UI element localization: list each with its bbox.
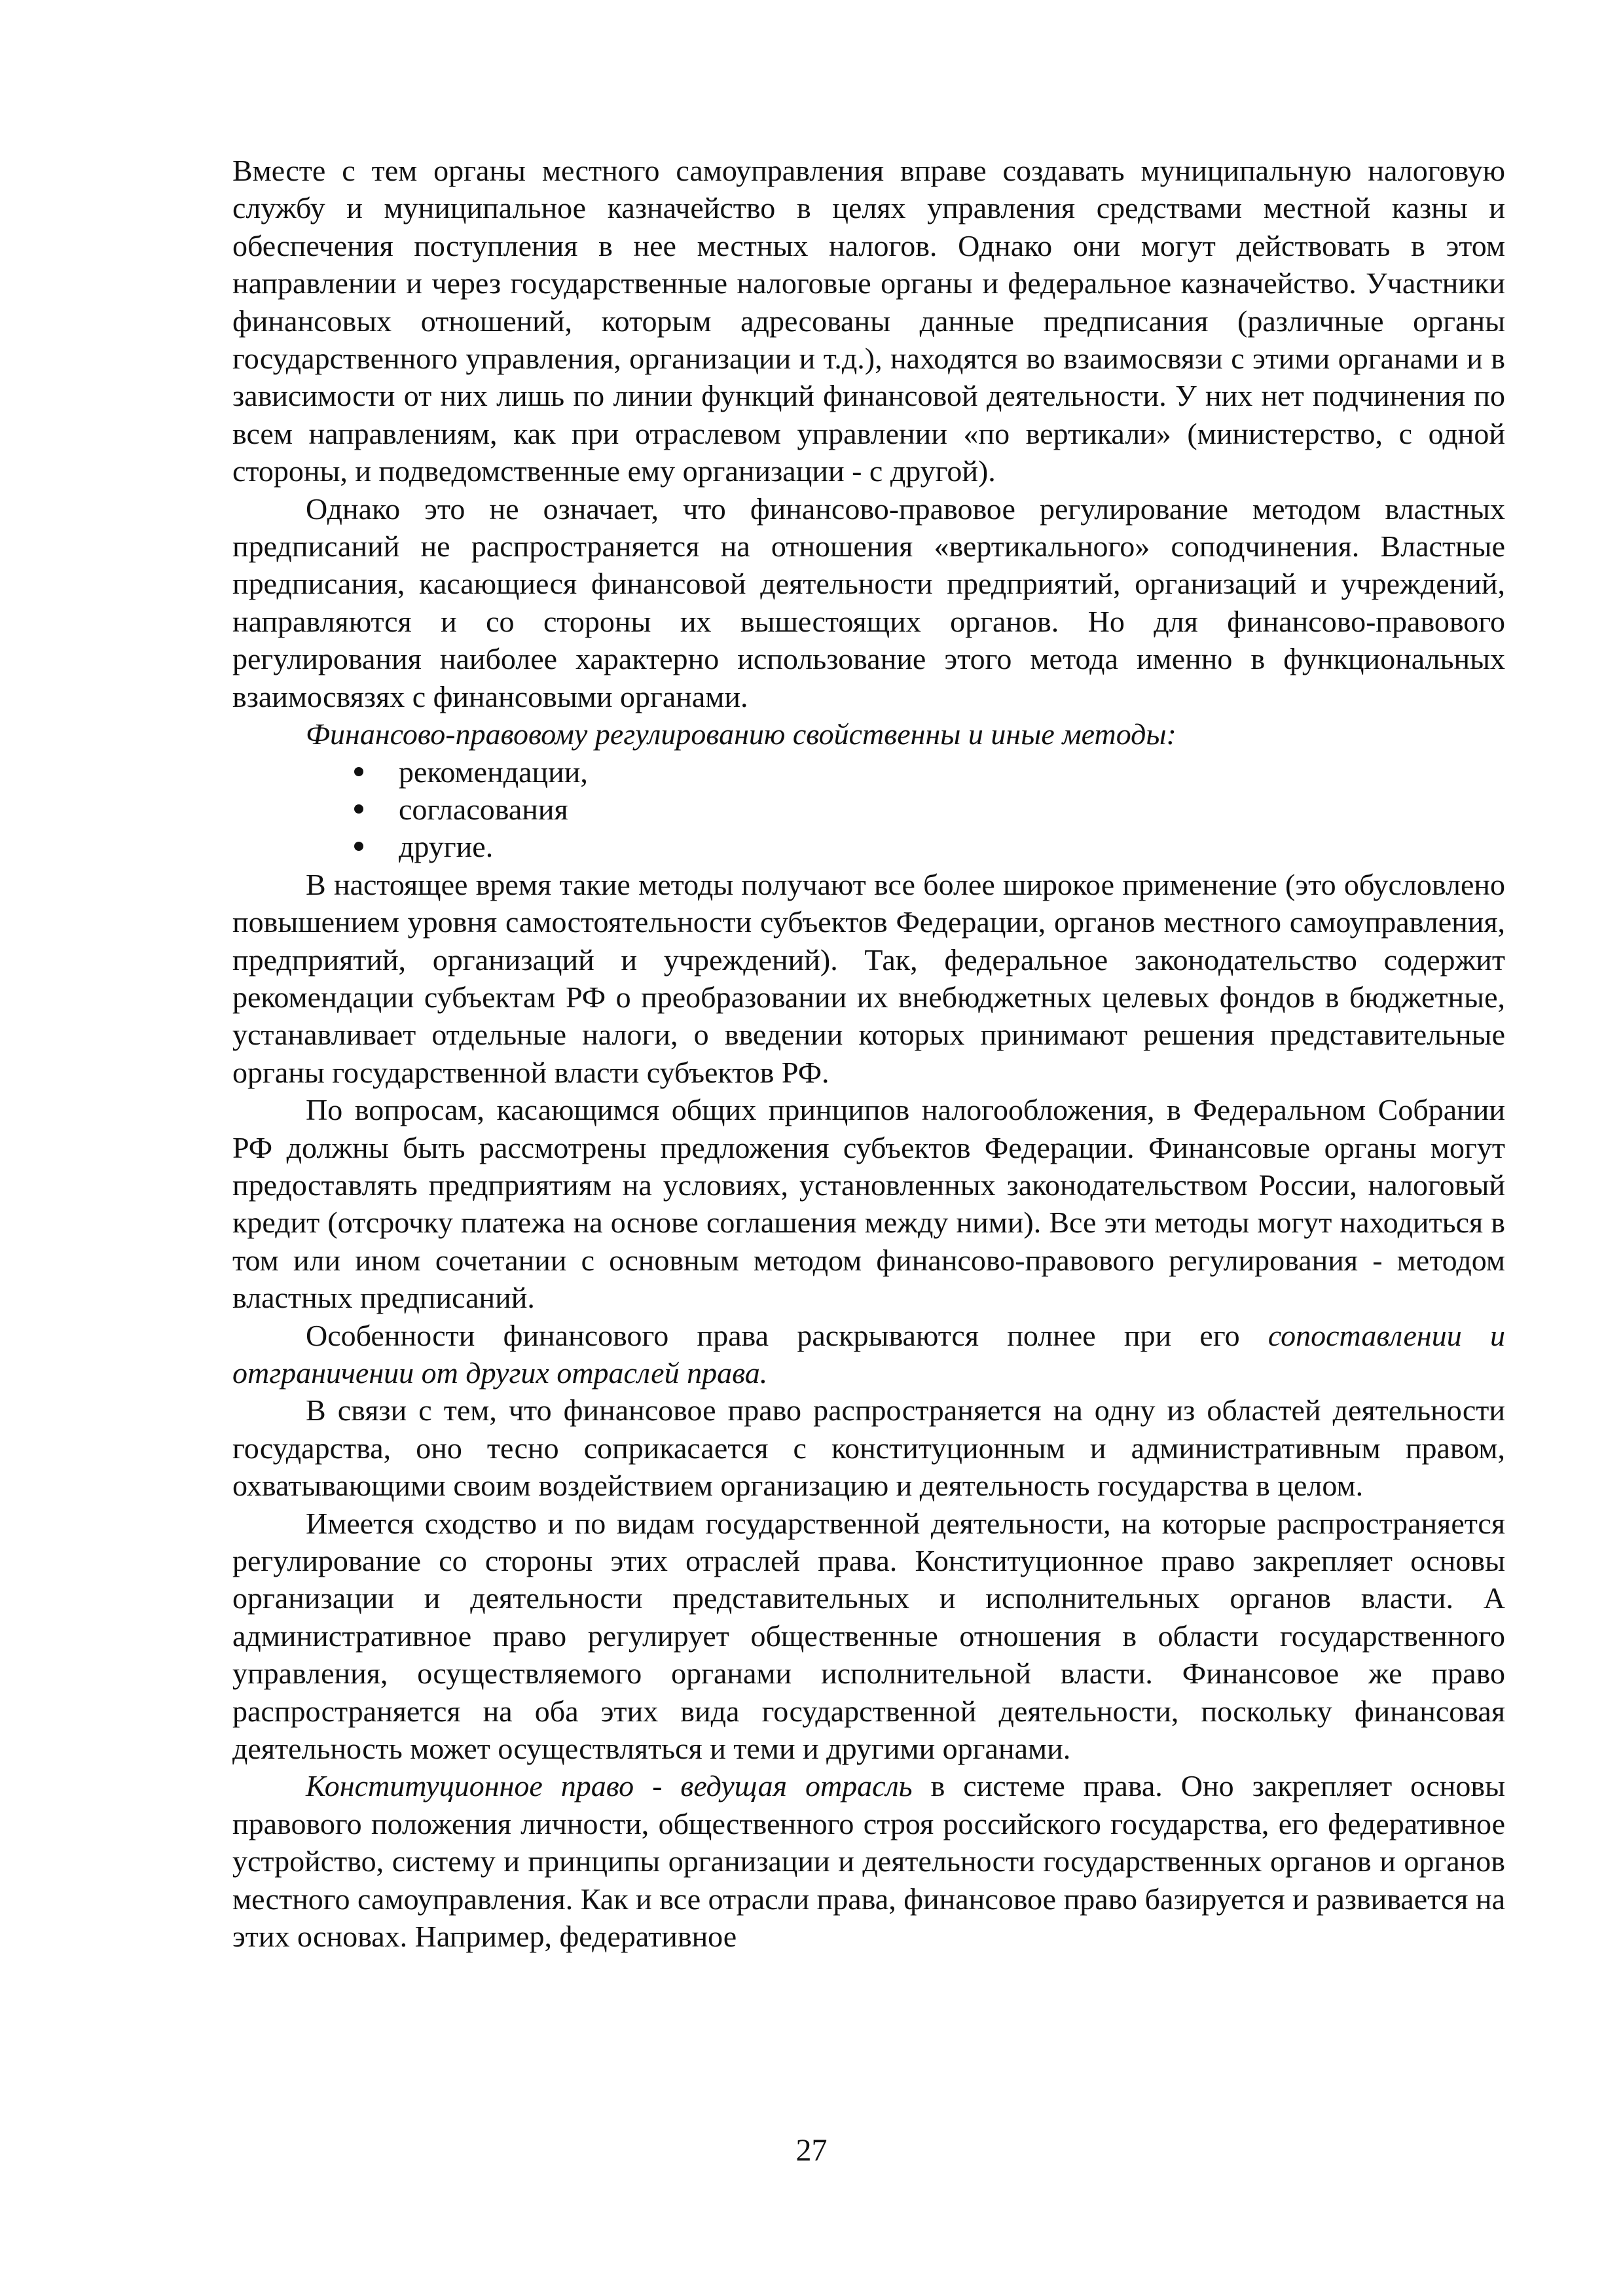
- bullet-icon: [354, 842, 363, 851]
- paragraph-4: По вопросам, касающимся общих принципов налогообложения, в Федеральном Собрании РФ должны быть рассмотрены предложения субъектов Федерации. Финансовые органы могут предоставлять предприятиям на условиях, установленных законодательством России, налоговый кредит (отсрочку платежа на основе соглашения между ними). Все эти методы могут находиться в том или ином сочетании с основным методом финансово-правового регулирования - методом властных предписаний.: [232, 1093, 1505, 1315]
- paragraph-8-text: в системе права. Оно закрепляет основы правового положения личности, общественного строя российского государства, его федеративное устройство, систему и принципы организации и деятельности государственных органов и органов местного самоуправления. Как и все отрасли права, финансовое право базируется и развивается на этих основах. Например, федеративное: [232, 1769, 1505, 1954]
- paragraph-6: В связи с тем, что финансовое право распространяется на одну из областей деятельности государства, оно тесно соприкасается с конституционным и административным правом, охватывающими своим воздействием организацию и деятельность государства в целом.: [232, 1393, 1505, 1503]
- bullet-icon: [354, 767, 363, 776]
- page-number: 27: [795, 2133, 828, 2168]
- paragraph-3: В настоящее время такие методы получают все более широкое применение (это обусловлено повышением уровня самостоятельности субъектов Федерации, органов местного самоуправления, предприятий, организаций и учреждений). Так, федеральное законодательство содержит рекомендации субъектам РФ о преобразовании их внебюджетных целевых фондов в бюджетные, устанавливает отдельные налоги, о введении которых принимают решения представительные органы государственной власти субъектов РФ.: [232, 867, 1505, 1089]
- body-text: [232, 152, 1505, 1956]
- bullet-icon: [354, 804, 363, 814]
- paragraph-1: Вместе с тем органы местного самоуправления вправе создавать муниципальную налоговую службу и муниципальное казначейство в целях управления средствами местной казны и обеспечения поступления в нее местных налогов. Однако они могут действовать в этом направлении и через государственные налоговые органы и федеральное казначейство. Участники финансовых отношений, которым адресованы данные предписания (различные органы государственного управления, организации и т.д.), находятся во взаимосвязи с этими органами и в зависимости от них лишь по линии функций финансовой деятельности. У них нет подчинения по всем направлениям, как при отраслевом управлении «по вертикали» (министерство, с одной стороны, и подведомственные ему организации - с другой).: [232, 154, 1505, 488]
- list-item-text: рекомендации,: [399, 755, 588, 789]
- methods-heading: Финансово-правовому регулированию свойственны и иные методы:: [306, 717, 1176, 751]
- methods-list: [232, 753, 1505, 866]
- paragraph-7: Имеется сходство и по видам государственной деятельности, на которые распространяется регулирование со стороны этих отраслей права. Конституционное право закрепляет основы организации и деятельности представительных и исполнительных органов власти. А административное право регулирует общественные отношения в области государственного управления, осуществляемого органами исполнительной власти. Финансовое же право распространяется на оба этих вида государственной деятельности, поскольку финансовая деятельность может осуществляться и теми и другими органами.: [232, 1506, 1505, 1766]
- paragraph-8-emphasis: Конституционное право - ведущая отрасль: [306, 1769, 913, 1803]
- paragraph-2: Однако это не означает, что финансово-правовое регулирование методом властных предписаний не распространяется на отношения «вертикального» соподчинения. Властные предписания, касающиеся финансовой деятельности предприятий, организаций и учреждений, направляются и со стороны их вышестоящих органов. Но для финансово-правового регулирования наиболее характерно использование этого метода именно в функциональных взаимосвязях с финансовыми органами.: [232, 492, 1505, 713]
- list-item-text: другие.: [399, 830, 494, 864]
- paragraph-5-emphasis: сопоставлении и отграничении от других отраслей права.: [232, 1318, 1505, 1390]
- list-item: [232, 791, 1505, 828]
- list-item: [232, 828, 1505, 865]
- paragraph-5-text: Особенности финансового права раскрываются полнее при его: [306, 1318, 1268, 1352]
- paragraph-8: [232, 1767, 1505, 1955]
- paragraph-5: [232, 1317, 1505, 1392]
- list-item: [232, 753, 1505, 791]
- list-item-text: согласования: [399, 792, 568, 826]
